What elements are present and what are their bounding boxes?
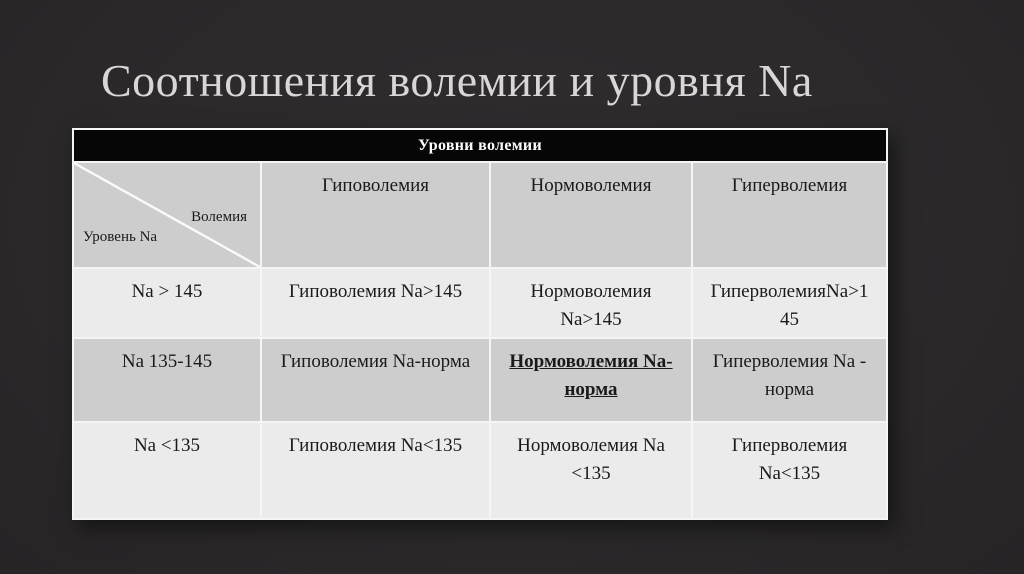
volemia-na-table	[72, 128, 888, 520]
table-title-bar: Уровни волемии	[74, 130, 886, 161]
table-cell: Гиповолемия Na-норма	[262, 339, 489, 421]
table-cell: Нормоволемия Na>145	[491, 269, 691, 337]
row-label-na-lt-135: Na <135	[74, 423, 260, 518]
table-cell: Нормоволемия Na <135	[491, 423, 691, 518]
table-cell: Гиперволемия Na - норма	[693, 339, 886, 421]
row-label-na-gt-145: Na > 145	[74, 269, 260, 337]
corner-label-volemia: Волемия	[191, 209, 247, 225]
table-cell-normovolemia-na-norm: Нормоволемия Na-норма	[491, 339, 691, 421]
table-cell: Гиперволемия Na<135	[693, 423, 886, 518]
table-cell: Гиповолемия Na>145	[262, 269, 489, 337]
column-header-normovolemia: Нормоволемия	[491, 163, 691, 267]
slide-title: Соотношения волемии и уровня Na	[101, 55, 813, 106]
corner-cell	[74, 163, 260, 267]
row-label-na-135-145: Na 135-145	[74, 339, 260, 421]
column-header-hypervolemia: Гиперволемия	[693, 163, 886, 267]
column-header-hypovolemia: Гиповолемия	[262, 163, 489, 267]
table-cell: Гиповолемия Na<135	[262, 423, 489, 518]
corner-label-na-level: Уровень Na	[83, 229, 158, 245]
table-cell: ГиперволемияNa>145	[693, 269, 886, 337]
